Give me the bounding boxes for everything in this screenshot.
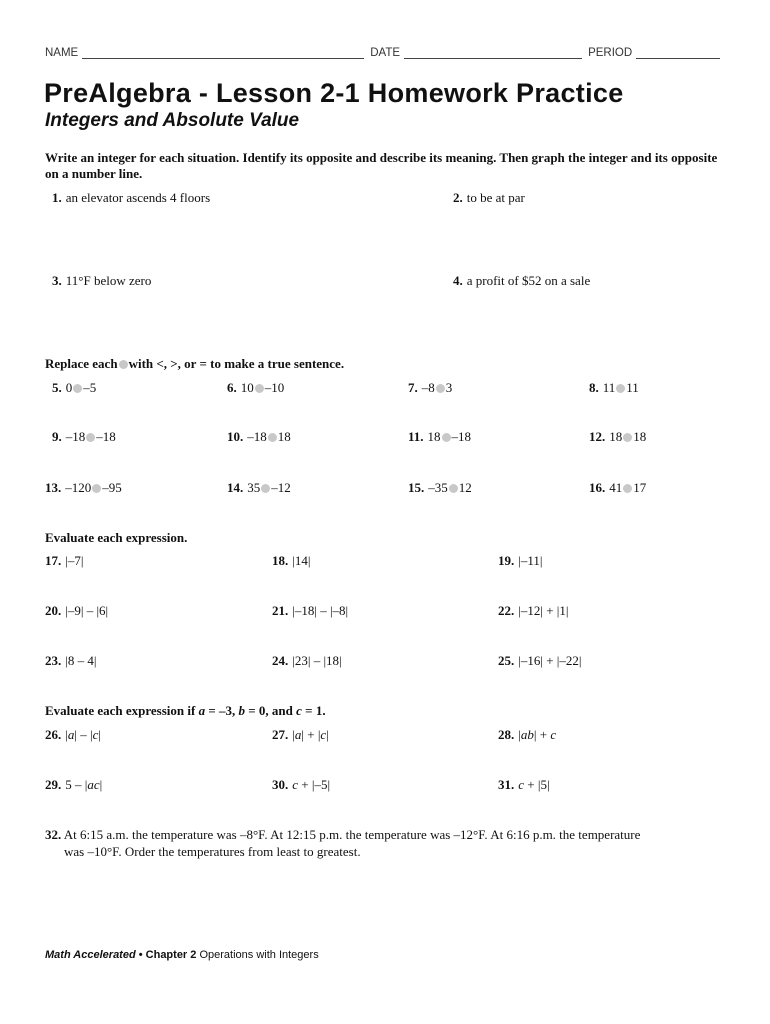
problem-29 [45,777,102,793]
problem-6 [227,380,284,396]
problem-4 [453,273,590,289]
problem-7 [408,380,452,396]
left-value: –18 [247,429,267,444]
problem-number: 14. [227,480,244,495]
problem-32 [45,826,725,860]
problem-15 [408,480,472,496]
problem-number: 26. [45,727,62,742]
variable-a: a [198,703,206,718]
footer-chapter-title: Operations with Integers [196,949,319,961]
left-value: 18 [609,429,623,444]
right-value: –10 [264,380,285,395]
problem-5 [52,380,96,396]
variable-b: b [238,703,246,718]
compare-circle-icon[interactable] [261,484,270,493]
problem-number: 29. [45,777,62,792]
problem-32-line2: was –10°F. Order the temperatures from least to greatest. [64,844,361,859]
right-value: 11 [626,380,639,395]
date-field[interactable] [404,46,582,59]
problem-number: 5. [52,380,62,395]
problem-number: 19. [498,553,515,568]
expression: |–18| – |–8| [292,603,349,618]
problem-number: 23. [45,653,62,668]
left-value: 18 [427,429,441,444]
expression: |23| – |18| [292,653,342,668]
footer-chapter: Chapter 2 [145,949,197,961]
problem-number: 11. [408,429,424,444]
problem-16 [589,480,646,496]
expression: |14| [292,553,311,568]
expression: |8 – 4| [65,653,97,668]
instructions-text: Replace each [45,356,118,371]
problem-number: 20. [45,603,62,618]
problem-number: 4. [453,273,463,288]
left-value: 41 [609,480,623,495]
problem-number: 22. [498,603,515,618]
expression: |–12| + |1| [518,603,569,618]
problem-14 [227,480,291,496]
problem-1 [52,190,210,206]
period-label: PERIOD [588,47,633,59]
problem-13 [45,480,122,496]
problem-number: 21. [272,603,289,618]
right-value: –18 [451,429,472,444]
problem-8 [589,380,639,396]
period-field[interactable] [636,46,720,59]
problem-27 [272,727,329,743]
problem-24 [272,653,342,669]
left-value: 10 [240,380,254,395]
problem-text: an elevator ascends 4 floors [65,190,211,205]
instructions-text: = –3, [205,703,239,718]
problem-10 [227,429,291,445]
date-label: DATE [370,47,401,59]
compare-circle-icon[interactable] [255,384,264,393]
compare-circle-icon[interactable] [449,484,458,493]
problem-number: 3. [52,273,62,288]
problem-number: 8. [589,380,599,395]
right-value: 18 [633,429,647,444]
right-value: –95 [102,480,122,495]
student-info-header [45,46,726,59]
problem-3 [52,273,151,289]
problem-31 [498,777,550,793]
problem-number: 25. [498,653,515,668]
right-value: 17 [633,480,647,495]
expression: |ab| + c [518,727,557,742]
instructions-text: = 1. [301,703,326,718]
problem-text: a profit of $52 on a sale [466,273,591,288]
problem-number: 18. [272,553,289,568]
problem-20 [45,603,108,619]
problem-23 [45,653,96,669]
expression: |–7| [65,553,84,568]
problem-number: 16. [589,480,606,495]
compare-circle-icon[interactable] [623,484,632,493]
page-title: PreAlgebra - Lesson 2-1 Homework Practice [44,78,624,108]
problem-text: to be at par [466,190,525,205]
problem-number: 7. [408,380,418,395]
variable-c: c [296,703,302,718]
problem-number: 10. [227,429,244,444]
compare-circle-icon[interactable] [436,384,445,393]
problem-number: 15. [408,480,425,495]
problem-11 [408,429,471,445]
problem-26 [45,727,101,743]
problem-22 [498,603,569,619]
footer-book-title: Math Accelerated [45,949,136,961]
circle-placeholder-icon [119,360,128,369]
problem-19 [498,553,542,569]
problem-30 [272,777,330,793]
problem-number: 9. [52,429,62,444]
right-value: 3 [445,380,453,395]
expression: 5 – |ac| [65,777,103,792]
section2-instructions [45,356,344,372]
right-value: –12 [271,480,291,495]
problem-17 [45,553,83,569]
left-value: –120 [65,480,92,495]
left-value: 35 [247,480,261,495]
problem-number: 1. [52,190,62,205]
right-value: 18 [277,429,291,444]
compare-circle-icon[interactable] [623,433,632,442]
problem-number: 30. [272,777,289,792]
footer-separator: • [135,949,146,961]
problem-text: At 6:15 a.m. the temperature was –8°F. At 12:15 p.m. the temperature was –12°F. At 6:16 p.m. the temperature [63,827,641,842]
problem-number: 12. [589,429,606,444]
problem-number: 24. [272,653,289,668]
problem-12 [589,429,646,445]
page-footer [45,949,319,961]
problem-number: 13. [45,480,62,495]
name-label: NAME [45,47,79,59]
problem-number: 17. [45,553,62,568]
compare-circle-icon[interactable] [73,384,82,393]
right-value: 12 [458,480,472,495]
compare-circle-icon[interactable] [86,433,95,442]
problem-number: 6. [227,380,237,395]
left-value: –8 [421,380,435,395]
expression: |–11| [518,553,543,568]
name-field[interactable] [82,46,364,59]
expression: c + |–5| [292,777,331,792]
instructions-text: with <, >, or = to make a true sentence. [128,356,345,371]
problem-text: 11°F below zero [65,273,152,288]
problem-18 [272,553,310,569]
problem-2 [453,190,525,206]
section3-instructions: Evaluate each expression. [45,530,188,545]
left-value: –18 [65,429,86,444]
expression: |–16| + |–22| [518,653,582,668]
page-subtitle: Integers and Absolute Value [45,110,300,131]
problem-number: 31. [498,777,515,792]
left-value: –35 [428,480,448,495]
section1-instructions: Write an integer for each situation. Identify its opposite and describe its meaning. Then graph the integer and its opposite on a number line. [45,150,718,181]
compare-circle-icon[interactable] [268,433,277,442]
compare-circle-icon[interactable] [92,484,101,493]
problem-number: 32. [45,827,62,842]
instructions-text: = 0, and [245,703,297,718]
left-value: 11 [602,380,616,395]
expression: |a| – |c| [65,727,101,742]
right-value: –5 [83,380,97,395]
right-value: –18 [96,429,116,444]
problem-28 [498,727,556,743]
section4-instructions [45,703,326,719]
compare-circle-icon[interactable] [616,384,625,393]
problem-32-line1 [45,826,725,843]
problem-9 [52,429,116,445]
problem-number: 27. [272,727,289,742]
problem-25 [498,653,582,669]
instructions-text: Evaluate each expression if [45,703,199,718]
problem-21 [272,603,348,619]
expression: |a| + |c| [292,727,329,742]
compare-circle-icon[interactable] [442,433,451,442]
problem-number: 28. [498,727,515,742]
left-value: 0 [65,380,73,395]
problem-number: 2. [453,190,463,205]
expression: |–9| – |6| [65,603,109,618]
expression: c + |5| [518,777,550,792]
